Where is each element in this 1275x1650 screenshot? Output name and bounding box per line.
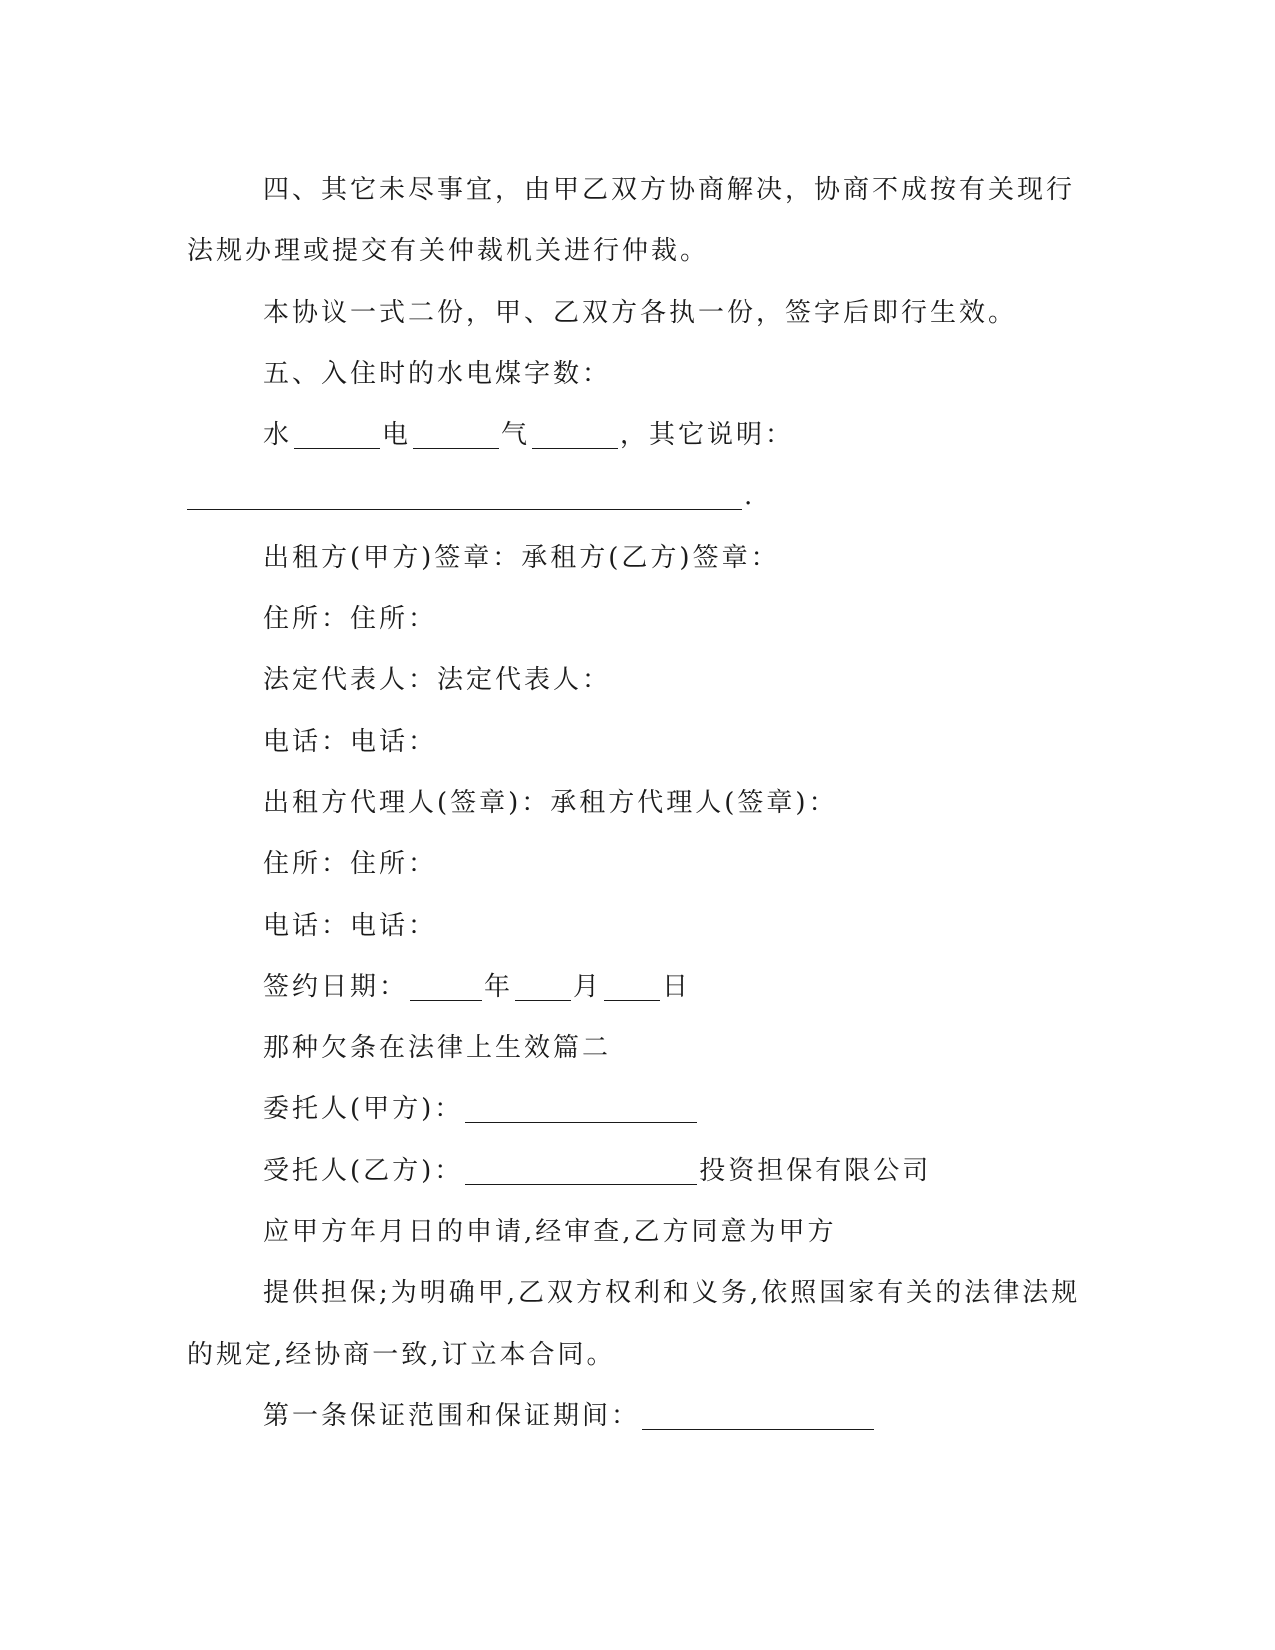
article-one-line (187, 1386, 1077, 1447)
principal-line (187, 1079, 1077, 1140)
guarantee-line-2: 的规定,经协商一致,订立本合同。 (187, 1339, 616, 1370)
electric-reading-blank (413, 422, 499, 449)
legal-representative-line: 法定代表人：法定代表人： (263, 665, 612, 696)
year-blank (410, 974, 482, 1001)
day-label: 日 (662, 971, 692, 1002)
water-label: 水 (263, 420, 293, 451)
clause-four-line-1: 四、其它未尽事宜，由甲乙双方协商解决，协商不成按有关现行 (263, 175, 1076, 205)
section-title: 那种欠条在法律上生效篇二 (263, 1033, 612, 1064)
other-notes-line (187, 466, 1077, 527)
trustee-company-suffix: 投资担保有限公司 (699, 1155, 932, 1186)
other-notes-label: ，其它说明： (620, 420, 795, 451)
day-blank (604, 974, 660, 1001)
article-one-label: 第一条保证范围和保证期间： (263, 1400, 641, 1431)
principal-blank (465, 1096, 697, 1123)
address-line-2: 住所：住所： (263, 849, 438, 880)
signing-date-line (187, 957, 1077, 1018)
month-blank (515, 974, 571, 1001)
utility-readings (187, 405, 1077, 466)
guarantee-line-1: 提供担保;为明确甲,乙双方权利和义务,依照国家有关的法律法规 (263, 1278, 1081, 1309)
document-body (187, 160, 1081, 1447)
year-label: 年 (484, 971, 514, 1002)
trustee-blank (465, 1158, 697, 1185)
line-end-period: . (744, 481, 753, 512)
gas-label: 气 (501, 420, 531, 451)
trustee-label: 受托人(乙方)： (263, 1155, 464, 1186)
phone-line-1: 电话：电话： (263, 726, 438, 757)
phone-line-2: 电话：电话： (263, 910, 438, 941)
signing-date-label: 签约日期： (263, 971, 409, 1002)
copies-clause: 本协议一式二份，甲、乙双方各执一份，签字后即行生效。 (263, 297, 1018, 328)
signature-parties: 出租方(甲方)签章：承租方(乙方)签章： (263, 542, 780, 573)
application-line: 应甲方年月日的申请,经审查,乙方同意为甲方 (263, 1217, 837, 1248)
clause-four-line-2: 法规办理或提交有关仲裁机关进行仲裁。 (187, 236, 710, 267)
gas-reading-blank (532, 422, 618, 449)
article-one-blank (642, 1403, 874, 1430)
address-line-1: 住所：住所： (263, 604, 438, 635)
month-label: 月 (573, 971, 603, 1002)
trustee-line (187, 1141, 1077, 1202)
electric-label: 电 (382, 420, 412, 451)
other-notes-blank (187, 483, 742, 510)
principal-label: 委托人(甲方)： (263, 1094, 464, 1125)
clause-five-heading: 五、入住时的水电煤字数： (263, 358, 612, 389)
water-reading-blank (294, 422, 380, 449)
agent-signature-line: 出租方代理人(签章)：承租方代理人(签章)： (263, 787, 838, 818)
